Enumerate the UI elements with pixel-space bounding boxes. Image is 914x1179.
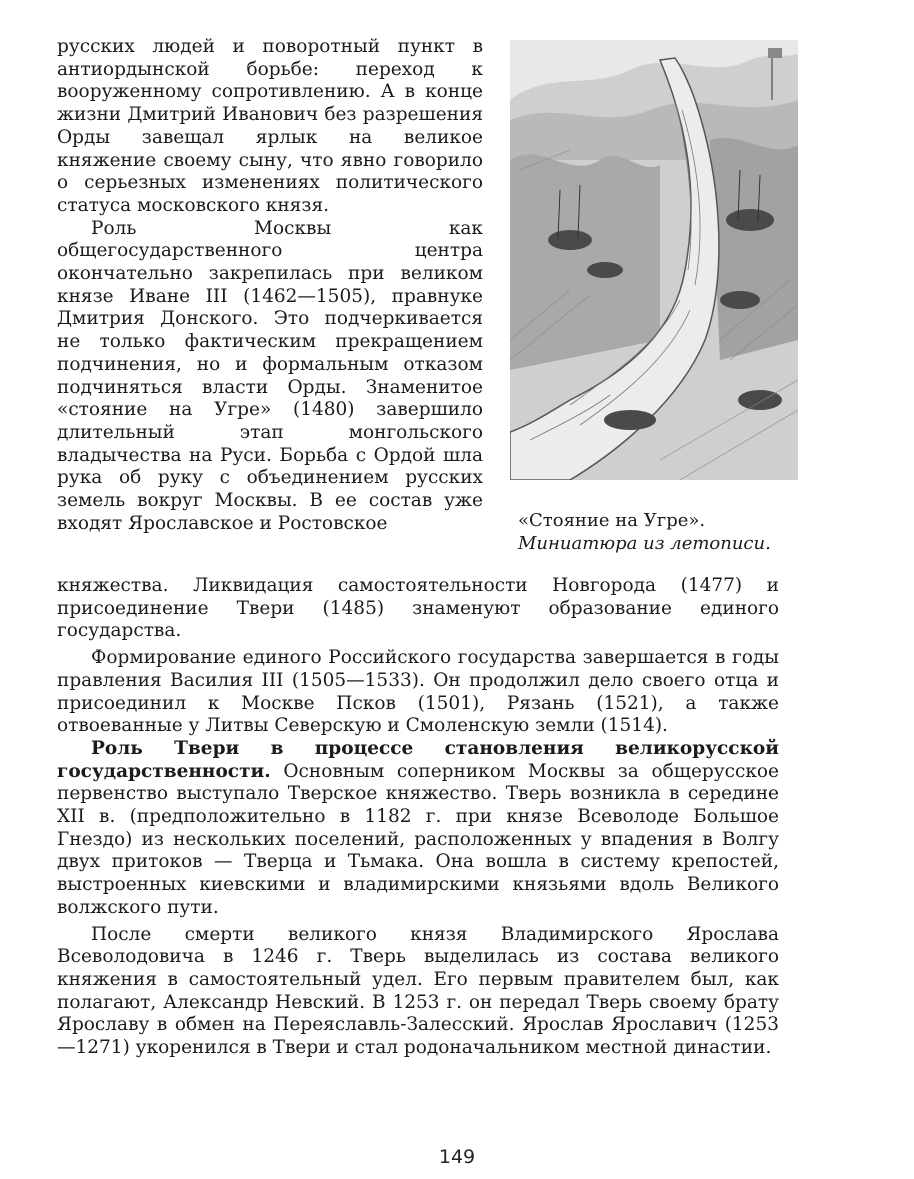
paragraph-continuation: русских людей и поворотный пункт в антиордынской борьбе: переход к вооруженному сопротивлению. А в конце жизни Дмитрий Иванович без разрешения Орды завещал ярлык на великое княжение своему сыну, что явно говорило о серьезных изменениях политического статуса московского князя. — [57, 36, 483, 216]
caption-title: «Стояние на Угре». — [518, 510, 706, 531]
section-heading: Роль Твери в процессе становления великорусской государственности. — [57, 737, 779, 782]
paragraph-vasily-iii: Формирование единого Российского государства завершается в годы правления Василия III (1505—1533). Он продолжил дело своего отца и присоединил к Москве Псков (1501), Рязань (1521), а также отвоеванные у Литвы Северскую и Смоленскую земли (1514). — [57, 647, 779, 737]
page-number: 149 — [438, 1146, 476, 1168]
paragraph-tver-role — [57, 738, 779, 920]
miniature-illustration — [510, 40, 798, 480]
caption-subtitle: Миниатюра из летописи. — [518, 533, 771, 554]
paragraph-moscow-role: Роль Москвы как общегосударственного центра окончательно закрепилась при великом князе Иване III (1462—1505), правнуке Дмитрия Донского. Это подчеркивается не только фактическим прекращением подчинения, но и формальным отказом подчиняться власти Орды. Знаменитое «стояние на Угре» (1480) завершило длительный этап монгольского владычества на Руси. Борьба с Ордой шла рука об руку с объединением русских земель вокруг Москвы. В ее состав уже входят Ярославское и Ростовское — [57, 217, 483, 534]
full-width-text — [57, 575, 779, 1060]
figure-caption — [518, 509, 780, 555]
paragraph-tver-appanage: После смерти великого князя Владимирского Ярослава Всеволодовича в 1246 г. Тверь выделилась из состава великого княжения в самостоятельный удел. Его первым правителем был, как полагают, Александр Невский. В 1253 г. он передал Тверь своему брату Ярославу в обмен на Переяславль-Залесский. Ярослав Ярославич (1253—1271) укоренился в Твери и стал родоначальником местной династии. — [57, 923, 779, 1059]
miniature-image — [510, 40, 798, 480]
column-text — [57, 36, 483, 535]
paragraph-moscow-role-continued: княжества. Ликвидация самостоятельности Новгорода (1477) и присоединение Твери (1485) знаменуют образование единого государства. — [57, 575, 779, 642]
paragraph-tver-body: Основным соперником Москвы за общерусское первенство выступало Тверское княжество. Тверь возникла в середине XII в. (предположительно в 1182 г. при князе Всеволоде Большое Гнездо) из нескольких поселений, расположенных у впадения в Волгу двух притоков — Тверца и Тьмака. Она вошла в систему крепостей, выстроенных киевскими и владимирскими князьями вдоль Великого волжского пути. — [57, 760, 779, 918]
